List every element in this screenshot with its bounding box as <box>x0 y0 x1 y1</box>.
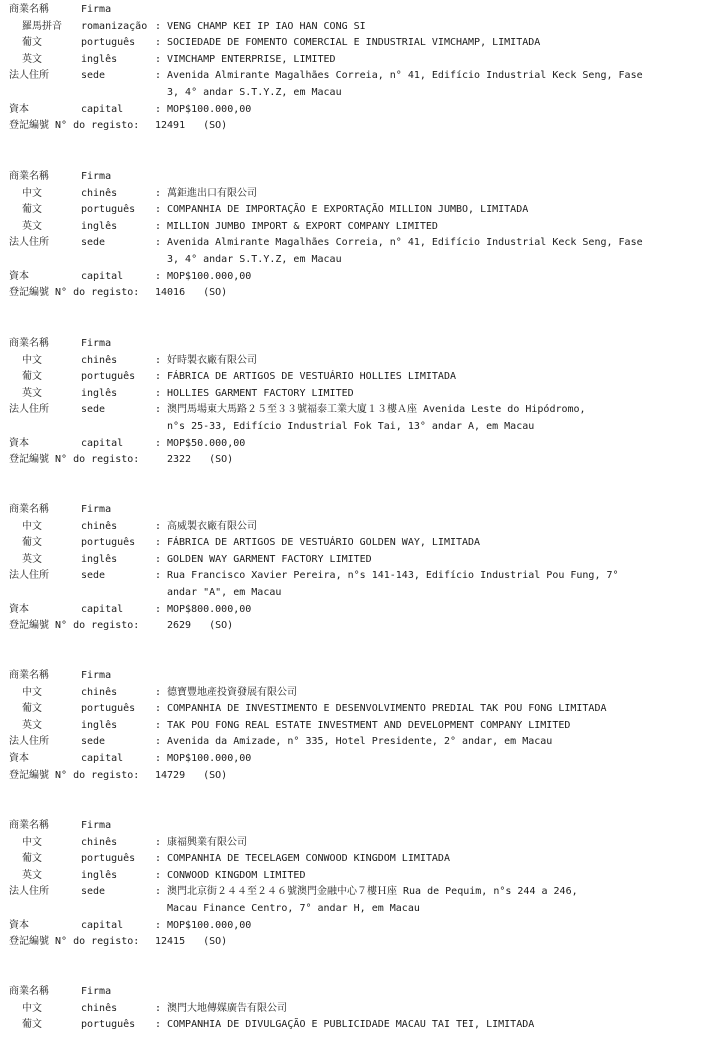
pt-label: português <box>81 204 136 216</box>
capital-label: capital <box>81 752 124 764</box>
name-pt-label: chinês <box>81 686 118 698</box>
pt-label: português <box>81 371 136 383</box>
registo-so: (SO) <box>209 454 234 466</box>
company-name-pt: COMPANHIA DE DIVULGAÇÃO E PUBLICIDADE MACAU TAI TEI, LIMITADA <box>167 1019 535 1031</box>
sede-label: sede <box>81 886 106 898</box>
firma-zh-label: 商業名稱 <box>9 986 49 997</box>
colon: : <box>155 354 162 366</box>
colon: : <box>155 537 162 549</box>
sede-line-2: 3, 4° andar S.T.Y.Z, em Macau <box>167 253 342 265</box>
registo-label: 登記編號 N° do registo: <box>9 287 140 299</box>
colon: : <box>155 437 162 449</box>
name-pt-label: chinês <box>81 836 118 848</box>
colon: : <box>155 37 162 49</box>
company-name-en: CONWOOD KINGDOM LIMITED <box>167 869 306 881</box>
company-name-en: MILLION JUMBO IMPORT & EXPORT COMPANY LIMITED <box>167 220 438 232</box>
sede-line-1: Avenida da Amizade, n° 335, Hotel Presidente, 2° andar, em Macau <box>167 736 553 748</box>
capital-value: MOP$100.000,00 <box>167 270 252 282</box>
registo-so: (SO) <box>203 120 228 132</box>
name-pt-label: chinês <box>81 1002 118 1014</box>
company-entry <box>9 502 714 635</box>
en-zh-label: 英文 <box>22 53 42 65</box>
colon: : <box>155 220 162 232</box>
registo-number: 14729 <box>155 769 186 781</box>
sede-line-2: Macau Finance Centro, 7° andar H, em Macau <box>167 902 420 914</box>
company-entry <box>9 169 714 302</box>
colon: : <box>155 836 162 848</box>
capital-value: MOP$100.000,00 <box>167 103 252 115</box>
firma-zh-label: 商業名稱 <box>9 338 49 349</box>
sede-zh-label: 法人住所 <box>9 70 49 82</box>
registo-number: 14016 <box>155 287 186 299</box>
capital-label: capital <box>81 603 124 615</box>
registo-number: 2629 <box>167 620 192 632</box>
capital-zh-label: 資本 <box>9 752 29 764</box>
sede-label: sede <box>81 404 106 416</box>
company-name: 澳門大地傳媒廣告有限公司 <box>167 1002 287 1014</box>
en-label: inglês <box>81 220 118 232</box>
name-zh-label: 中文 <box>22 354 42 366</box>
capital-value: MOP$800.000,00 <box>167 603 252 615</box>
pt-zh-label: 葡文 <box>22 371 42 383</box>
pt-zh-label: 葡文 <box>22 1019 42 1031</box>
colon: : <box>155 237 162 249</box>
colon: : <box>155 686 162 698</box>
registo-label: 登記編號 N° do registo: <box>9 620 140 632</box>
company-name: 德寶豐地產投資發展有限公司 <box>167 686 297 698</box>
company-name-pt: COMPANHIA DE INVESTIMENTO E DESENVOLVIMENTO PREDIAL TAK POU FONG LIMITADA <box>167 703 607 715</box>
firma-zh-label: 商業名稱 <box>9 504 49 515</box>
colon: : <box>155 886 162 898</box>
pt-zh-label: 葡文 <box>22 37 42 49</box>
capital-zh-label: 資本 <box>9 603 29 615</box>
firma-pt-label: Firma <box>81 986 112 997</box>
pt-zh-label: 葡文 <box>22 537 42 549</box>
name-pt-label: chinês <box>81 187 118 199</box>
colon: : <box>155 204 162 216</box>
capital-label: capital <box>81 919 124 931</box>
sede-zh-label: 法人住所 <box>9 570 49 582</box>
registo-number: 2322 <box>167 454 192 466</box>
registo-so: (SO) <box>203 287 228 299</box>
sede-zh-label: 法人住所 <box>9 404 49 416</box>
colon: : <box>155 603 162 615</box>
colon: : <box>155 53 162 65</box>
registo-so: (SO) <box>203 769 228 781</box>
pt-zh-label: 葡文 <box>22 204 42 216</box>
registo-label: 登記編號 N° do registo: <box>9 769 140 781</box>
name-zh-label: 中文 <box>22 1002 42 1014</box>
firma-zh-label: 商業名稱 <box>9 171 49 182</box>
pt-zh-label: 葡文 <box>22 853 42 865</box>
firma-zh-label: 商業名稱 <box>9 820 49 831</box>
company-name-pt: COMPANHIA DE IMPORTAÇÃO E EXPORTAÇÃO MILLION JUMBO, LIMITADA <box>167 204 529 216</box>
sede-line-1: 澳門馬場東大馬路２５至３３號福泰工業大廈１３樓Ａ座 Avenida Leste do Hipódromo, <box>167 404 586 416</box>
pt-label: português <box>81 703 136 715</box>
colon: : <box>155 570 162 582</box>
pt-label: português <box>81 537 136 549</box>
colon: : <box>155 869 162 881</box>
registo-number: 12415 <box>155 936 186 948</box>
company-entry <box>9 668 714 784</box>
company-entry <box>9 336 714 469</box>
registo-so: (SO) <box>209 620 234 632</box>
en-zh-label: 英文 <box>22 553 42 565</box>
colon: : <box>155 371 162 383</box>
capital-value: MOP$100.000,00 <box>167 919 252 931</box>
firma-pt-label: Firma <box>81 171 112 182</box>
en-label: inglês <box>81 387 118 399</box>
colon: : <box>155 103 162 115</box>
name-pt-label: romanização <box>81 20 148 32</box>
sede-line-2: 3, 4° andar S.T.Y.Z, em Macau <box>167 86 342 98</box>
name-zh-label: 中文 <box>22 520 42 532</box>
pt-label: português <box>81 1019 136 1031</box>
pt-label: português <box>81 853 136 865</box>
colon: : <box>155 404 162 416</box>
company-entry <box>9 818 714 951</box>
sede-label: sede <box>81 570 106 582</box>
name-zh-label: 中文 <box>22 187 42 199</box>
company-entry <box>9 984 714 1034</box>
pt-zh-label: 葡文 <box>22 703 42 715</box>
colon: : <box>155 853 162 865</box>
sede-zh-label: 法人住所 <box>9 886 49 898</box>
name-zh-label: 中文 <box>22 686 42 698</box>
sede-line-1: Rua Francisco Xavier Pereira, n°s 141-143, Edifício Industrial Pou Fung, 7° <box>167 570 619 582</box>
name-pt-label: chinês <box>81 520 118 532</box>
company-name: 康福興業有限公司 <box>167 836 247 848</box>
capital-value: MOP$100.000,00 <box>167 752 252 764</box>
sede-line-2: andar "A", em Macau <box>167 586 282 598</box>
company-name: 萬鉅進出口有限公司 <box>167 187 257 199</box>
sede-zh-label: 法人住所 <box>9 237 49 249</box>
en-label: inglês <box>81 53 118 65</box>
en-zh-label: 英文 <box>22 387 42 399</box>
colon: : <box>155 1002 162 1014</box>
sede-label: sede <box>81 70 106 82</box>
registo-label: 登記編號 N° do registo: <box>9 120 140 132</box>
colon: : <box>155 919 162 931</box>
pt-label: português <box>81 37 136 49</box>
company-name: VENG CHAMP KEI IP IAO HAN CONG SI <box>167 20 366 32</box>
registo-label: 登記編號 N° do registo: <box>9 936 140 948</box>
registo-so: (SO) <box>203 936 228 948</box>
capital-zh-label: 資本 <box>9 437 29 449</box>
company-name-en: TAK POU FONG REAL ESTATE INVESTMENT AND DEVELOPMENT COMPANY LIMITED <box>167 719 571 731</box>
colon: : <box>155 20 162 32</box>
firma-zh-label: 商業名稱 <box>9 4 49 15</box>
name-zh-label: 羅馬拼音 <box>22 20 62 32</box>
en-label: inglês <box>81 553 118 565</box>
colon: : <box>155 1019 162 1031</box>
sede-line-2: n°s 25-33, Edifício Industrial Fok Tai, 13° andar A, em Macau <box>167 420 535 432</box>
colon: : <box>155 187 162 199</box>
colon: : <box>155 703 162 715</box>
firma-pt-label: Firma <box>81 338 112 349</box>
company-name-en: GOLDEN WAY GARMENT FACTORY LIMITED <box>167 553 372 565</box>
sede-line-1: Avenida Almirante Magalhães Correia, n° 41, Edifício Industrial Keck Seng, Fase <box>167 70 643 82</box>
colon: : <box>155 553 162 565</box>
name-pt-label: chinês <box>81 354 118 366</box>
en-label: inglês <box>81 719 118 731</box>
company-name-en: HOLLIES GARMENT FACTORY LIMITED <box>167 387 354 399</box>
capital-label: capital <box>81 103 124 115</box>
en-zh-label: 英文 <box>22 220 42 232</box>
colon: : <box>155 736 162 748</box>
colon: : <box>155 387 162 399</box>
company-name-pt: COMPANHIA DE TECELAGEM CONWOOD KINGDOM LIMITADA <box>167 853 450 865</box>
registo-number: 12491 <box>155 120 186 132</box>
capital-zh-label: 資本 <box>9 103 29 115</box>
company-entry <box>9 2 714 135</box>
en-zh-label: 英文 <box>22 719 42 731</box>
colon: : <box>155 752 162 764</box>
capital-label: capital <box>81 437 124 449</box>
capital-label: capital <box>81 270 124 282</box>
company-name-pt: FÁBRICA DE ARTIGOS DE VESTUÁRIO GOLDEN WAY, LIMITADA <box>167 537 481 549</box>
company-name: 好時製衣廠有限公司 <box>167 354 257 366</box>
en-zh-label: 英文 <box>22 869 42 881</box>
en-label: inglês <box>81 869 118 881</box>
registo-label: 登記編號 N° do registo: <box>9 454 140 466</box>
firma-zh-label: 商業名稱 <box>9 670 49 681</box>
firma-pt-label: Firma <box>81 820 112 831</box>
sede-line-1: Avenida Almirante Magalhães Correia, n° 41, Edifício Industrial Keck Seng, Fase <box>167 237 643 249</box>
company-name: 高威製衣廠有限公司 <box>167 520 257 532</box>
colon: : <box>155 719 162 731</box>
capital-value: MOP$50.000,00 <box>167 437 246 449</box>
sede-label: sede <box>81 237 106 249</box>
name-zh-label: 中文 <box>22 836 42 848</box>
company-name-pt: FÁBRICA DE ARTIGOS DE VESTUÁRIO HOLLIES LIMITADA <box>167 371 456 383</box>
colon: : <box>155 520 162 532</box>
sede-label: sede <box>81 736 106 748</box>
firma-pt-label: Firma <box>81 670 112 681</box>
capital-zh-label: 資本 <box>9 919 29 931</box>
firma-pt-label: Firma <box>81 504 112 515</box>
colon: : <box>155 270 162 282</box>
sede-zh-label: 法人住所 <box>9 736 49 748</box>
colon: : <box>155 70 162 82</box>
company-name-pt: SOCIEDADE DE FOMENTO COMERCIAL E INDUSTRIAL VIMCHAMP, LIMITADA <box>167 37 541 49</box>
sede-line-1: 澳門北京街２４４至２４６號澳門金融中心７樓Ｈ座 Rua de Pequim, n°s 244 a 246, <box>167 886 578 898</box>
company-name-en: VIMCHAMP ENTERPRISE, LIMITED <box>167 53 336 65</box>
capital-zh-label: 資本 <box>9 270 29 282</box>
firma-pt-label: Firma <box>81 4 112 15</box>
